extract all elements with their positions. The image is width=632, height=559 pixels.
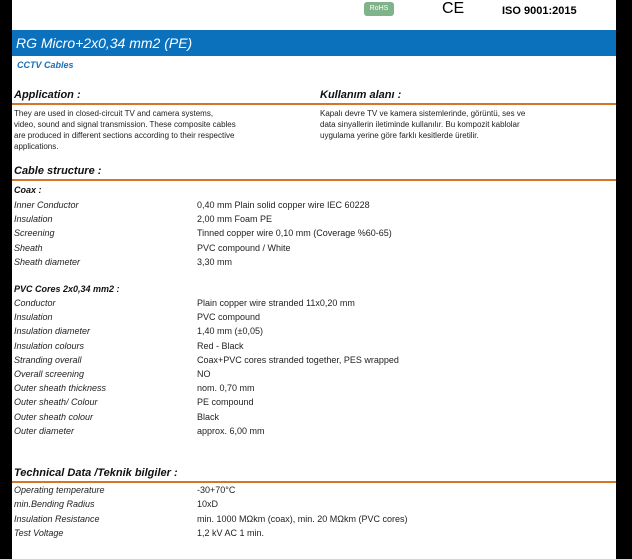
text-line: data sinyallerin iletiminde kullanılır. Bu kompozit kablolar <box>320 120 520 129</box>
spec-label: Overall screening <box>14 369 85 379</box>
spec-value: 10xD <box>197 499 219 510</box>
spec-value: 1,2 kV AC 1 min. <box>197 527 265 538</box>
spec-row <box>14 243 614 257</box>
spec-value: Coax+PVC cores stranded together, PES wrapped <box>197 354 399 365</box>
spec-row <box>14 257 614 271</box>
product-title: RG Micro+2x0,34 mm2 (PE) <box>16 35 193 51</box>
text-line: video, sound and signal transmission. These composite cables <box>14 120 236 129</box>
spec-row <box>14 214 614 228</box>
spec-label: Inner Conductor <box>14 200 79 210</box>
application-text-en <box>14 108 304 152</box>
product-category: CCTV Cables <box>17 60 74 70</box>
text-line: uygulama yerine göre farklı kesitlerde üretilir. <box>320 131 479 140</box>
spec-label: Stranding overall <box>14 354 82 365</box>
spec-label: Insulation <box>14 312 53 323</box>
spec-value: Tinned copper wire 0,10 mm (Coverage %60-65) <box>197 228 392 239</box>
divider <box>12 481 616 483</box>
spec-value: nom. 0,70 mm <box>197 383 255 394</box>
spec-row <box>14 326 614 340</box>
spec-row <box>14 514 614 528</box>
spec-label: Outer sheath colour <box>14 411 94 422</box>
coax-heading: Coax : <box>14 185 42 195</box>
application-text-tr <box>320 108 610 141</box>
spec-row <box>14 312 614 326</box>
spec-row <box>14 499 614 513</box>
spec-row <box>14 485 614 499</box>
spec-label: Outer sheath thickness <box>14 383 107 394</box>
technical-heading: Technical Data /Teknik bilgiler : <box>14 467 178 479</box>
spec-value: 2,00 mm Foam PE <box>197 214 273 225</box>
spec-label: Outer sheath/ Colour <box>14 397 98 408</box>
spec-value: 3,30 mm <box>197 256 233 267</box>
spec-label: Insulation colours <box>14 340 85 351</box>
spec-row <box>14 383 614 397</box>
spec-value: PVC compound <box>197 312 261 323</box>
spec-value: Red - Black <box>197 340 244 351</box>
spec-value: 1,40 mm (±0,05) <box>197 326 263 337</box>
text-line: Kapalı devre TV ve kamera sistemlerinde, görüntü, ses ve <box>320 109 526 118</box>
spec-row <box>14 341 614 355</box>
spec-value: min. 1000 MΩkm (coax), min. 20 MΩkm (PVC cores) <box>197 513 408 524</box>
application-heading: Application : <box>14 89 81 101</box>
spec-label: Outer diameter <box>14 425 75 436</box>
rohs-logo: RoHS <box>364 2 394 16</box>
spec-label: min.Bending Radius <box>14 499 95 510</box>
spec-row <box>14 426 614 440</box>
spec-value: Black <box>197 411 220 422</box>
text-line: They are used in closed-circuit TV and camera systems, <box>14 109 214 118</box>
text-line: are produced in different sections according to their respective <box>14 131 235 140</box>
cable-structure-heading: Cable structure : <box>14 165 102 177</box>
spec-value: NO <box>197 369 211 379</box>
text-line: applications. <box>14 142 59 151</box>
spec-row <box>14 412 614 426</box>
divider <box>12 103 616 105</box>
spec-label: Test Voltage <box>14 527 64 538</box>
spec-label: Conductor <box>14 298 56 308</box>
spec-value: -30+70°C <box>197 485 236 495</box>
spec-row <box>14 369 614 383</box>
spec-label: Sheath diameter <box>14 256 81 267</box>
spec-label: Insulation Resistance <box>14 513 100 524</box>
datasheet-page <box>12 0 616 559</box>
ce-mark: CE <box>442 0 465 17</box>
spec-value: Plain copper wire stranded 11x0,20 mm <box>197 298 355 308</box>
spec-label: Insulation diameter <box>14 326 91 337</box>
pvc-cores-heading: PVC Cores 2x0,34 mm2 : <box>14 284 120 294</box>
spec-row <box>14 200 614 214</box>
spec-value: 0,40 mm Plain solid copper wire IEC 60228 <box>197 200 370 210</box>
kullanim-heading: Kullanım alanı : <box>320 89 402 101</box>
spec-value: PVC compound / White <box>197 242 291 253</box>
spec-row <box>14 397 614 411</box>
spec-label: Screening <box>14 228 55 239</box>
spec-value: PE compound <box>197 397 254 408</box>
spec-label: Sheath <box>14 242 43 253</box>
spec-label: Operating temperature <box>14 485 105 495</box>
spec-row <box>14 355 614 369</box>
spec-row <box>14 528 614 542</box>
iso-label: ISO 9001:2015 <box>502 5 577 17</box>
divider <box>12 179 616 181</box>
spec-row <box>14 298 614 312</box>
spec-value: approx. 6,00 mm <box>197 425 265 436</box>
spec-label: Insulation <box>14 214 53 225</box>
spec-row <box>14 228 614 242</box>
